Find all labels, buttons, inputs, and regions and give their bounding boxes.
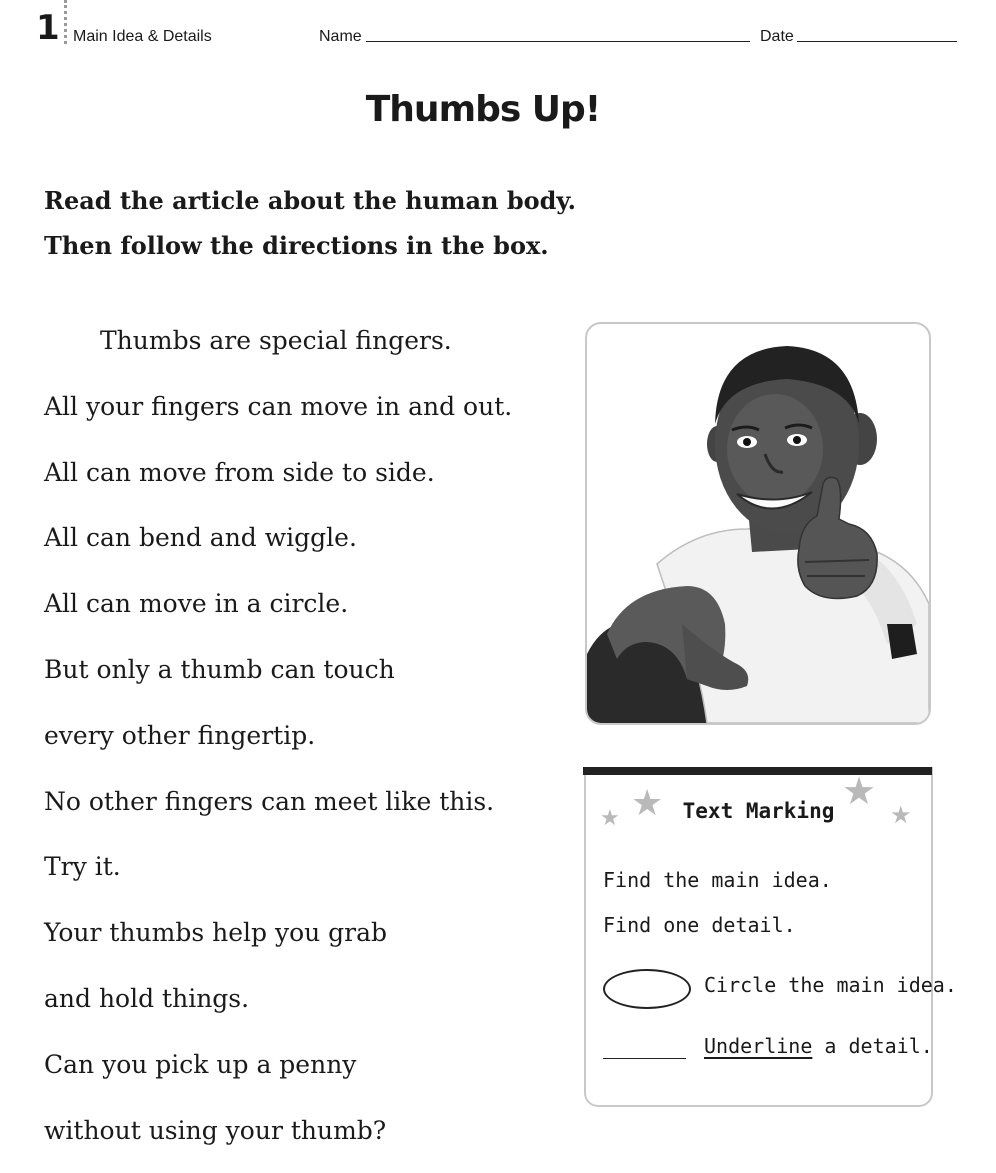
directions-line: Read the article about the human body. [44, 186, 576, 215]
article-line: All your fingers can move in and out. [44, 391, 513, 421]
boy-thumbs-up-photo [585, 322, 931, 725]
date-field-line[interactable] [797, 41, 957, 42]
article-line: without using your thumb? [44, 1115, 387, 1145]
boy-illustration [587, 324, 929, 723]
article-line: All can move from side to side. [44, 457, 435, 487]
article-line: Can you pick up a penny [44, 1049, 357, 1079]
underline-instruction [704, 1032, 933, 1060]
article [44, 318, 564, 1173]
circle-instruction: Circle the main idea. [704, 973, 957, 997]
skill-label: Main Idea & Details [73, 28, 212, 45]
article-line: Try it. [44, 852, 121, 882]
article-line: and hold things. [44, 983, 250, 1013]
article-line: Your thumbs help you grab [44, 918, 388, 948]
article-line: Thumbs are special fingers. [100, 326, 452, 355]
find-detail-text: Find one detail. [603, 913, 796, 937]
circle-oval-icon [603, 969, 691, 1009]
article-line: No other fingers can meet like this. [44, 786, 495, 816]
text-marking-bar [583, 767, 932, 775]
directions [44, 178, 576, 268]
underline-sample-line [603, 1058, 686, 1059]
article-line: All can move in a circle. [44, 589, 349, 619]
page-title: Thumbs Up! [365, 89, 601, 130]
name-field-line[interactable] [366, 41, 750, 42]
star-icon: ★ [842, 769, 877, 813]
name-label: Name [319, 28, 362, 45]
star-icon: ★ [631, 783, 664, 824]
text-marking-title: Text Marking [682, 799, 835, 823]
date-label: Date [760, 28, 794, 45]
article-line: All can bend and wiggle. [44, 523, 357, 553]
dotted-divider [64, 0, 67, 44]
star-icon: ★ [600, 806, 620, 831]
star-icon: ★ [890, 801, 912, 829]
underline-word: Underline [704, 1034, 813, 1058]
directions-line: Then follow the directions in the box. [44, 231, 549, 260]
page-number: 1 [36, 8, 60, 48]
article-line: But only a thumb can touch [44, 654, 395, 684]
find-main-idea-text: Find the main idea. [603, 868, 832, 892]
underline-rest: a detail. [812, 1034, 933, 1058]
article-line: every other fingertip. [44, 720, 316, 750]
